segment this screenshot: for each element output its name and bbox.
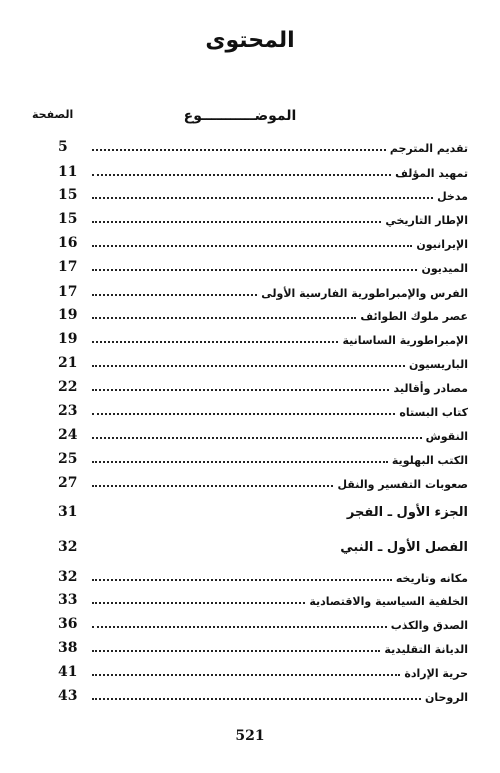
dot-leader [92,674,400,676]
toc-entry-page: 16 [58,235,78,251]
toc-entry [58,423,468,443]
toc-entry [58,160,468,180]
toc-entry-page: 23 [58,403,78,419]
toc-entry-page: 27 [58,475,78,491]
page-title: المحتوى [205,28,295,53]
topic-column-header: الموضـــــــــــوع [183,108,297,124]
toc-entry-title: الروحان [424,691,468,704]
dot-leader [92,197,433,199]
toc-entry [58,255,468,275]
toc-entry [58,231,468,251]
toc-entry-title: الجزء الأول ـ الفجر [346,505,468,520]
toc-entry-title: الباريسيون [409,358,468,371]
toc-entry-title: الصدق والكذب [390,619,468,632]
toc-entry-title: تمهيد المؤلف [395,167,468,180]
toc-entry-page: 11 [58,164,78,180]
page-number: 521 [235,728,265,744]
toc-entry-title: الميديون [421,262,468,275]
dot-leader [92,626,387,628]
dot-leader [92,698,421,700]
toc-entry-title: عصر ملوك الطوائف [360,310,468,323]
toc-entry [58,351,468,371]
toc-entry [58,399,468,419]
toc-entry-title: الخلفية السياسية والاقتصادية [309,595,468,608]
toc-entry [58,612,468,632]
dot-leader [92,294,257,296]
dot-leader [92,461,388,463]
toc-entry-page: 5 [58,139,68,155]
toc-entry-title: مصادر وأقاليد [393,382,468,395]
toc-entry-title: حرية الإرادة [404,667,468,680]
toc-entry-page: 31 [58,504,78,520]
dot-leader [92,317,356,319]
toc-entry-page: 25 [58,451,78,467]
toc-entry-title: الإيرانيون [416,238,468,251]
toc-entry-page: 17 [58,259,78,275]
toc-entry [58,207,468,227]
toc-entry-title: مدخل [437,190,468,203]
dot-leader [92,221,381,223]
toc-header [0,108,500,128]
dot-leader [92,579,392,581]
toc-entry-title: الفصل الأول ـ النبي [340,540,468,555]
toc-entry-page: 19 [58,307,78,323]
toc-entry-page: 33 [58,592,78,608]
toc-entry-title: الإطار التاريخي [385,214,468,227]
toc-entry-title: تقديم المترجم [389,142,468,155]
dot-leader [92,245,412,247]
toc-entry-page: 19 [58,331,78,347]
dot-leader [92,341,338,343]
dot-leader [92,437,422,439]
toc-entry-page: 15 [58,211,78,227]
toc-entry-title: الفرس والإمبراطورية الفارسية الأولى [261,287,468,300]
toc-entry [58,375,468,395]
dot-leader [92,413,395,415]
toc-entry [58,327,468,347]
toc-entry-title: مكانه وتاريخه [395,572,468,585]
toc-entry [58,471,468,491]
toc-entry [58,565,468,585]
toc-entry [58,303,468,323]
toc-entry [58,636,468,656]
toc-entry-title: الإمبراطورية الساسانية [342,334,468,347]
toc-entry-page: 21 [58,355,78,371]
dot-leader [92,269,417,271]
toc-entry-title: صعوبات التفسير والنقل [337,478,468,491]
toc-part-heading [58,500,468,520]
toc-entry-title: كتاب البستاه [399,406,468,419]
dot-leader [92,389,389,391]
toc-entry-title: الديانة التقليدية [384,643,468,656]
toc-entry [58,684,468,704]
toc-entry-page: 36 [58,616,78,632]
toc-entry-title: النقوش [425,430,468,443]
dot-leader [92,174,391,176]
toc-entry-page: 24 [58,427,78,443]
toc-entry-page: 22 [58,379,78,395]
dot-leader [92,149,386,151]
toc-entry [58,447,468,467]
toc-entry [58,660,468,680]
toc-entry-page: 38 [58,640,78,656]
toc-entry-page: 32 [58,569,78,585]
toc-entry-page: 43 [58,688,78,704]
dot-leader [92,650,380,652]
dot-leader [92,485,333,487]
toc-entry [58,280,468,300]
toc-entry-title: الكتب البهلوية [391,454,468,467]
toc-entry-page: 41 [58,664,78,680]
dot-leader [92,365,405,367]
toc-entry-page: 17 [58,284,78,300]
toc-entry [58,135,468,155]
toc-entry-page: 32 [58,539,78,555]
toc-entry [58,183,468,203]
toc-part-heading [58,535,468,555]
toc-entry [58,588,468,608]
toc-entry-page: 15 [58,187,78,203]
page-column-header: الصفحة [32,108,74,121]
dot-leader [92,602,305,604]
